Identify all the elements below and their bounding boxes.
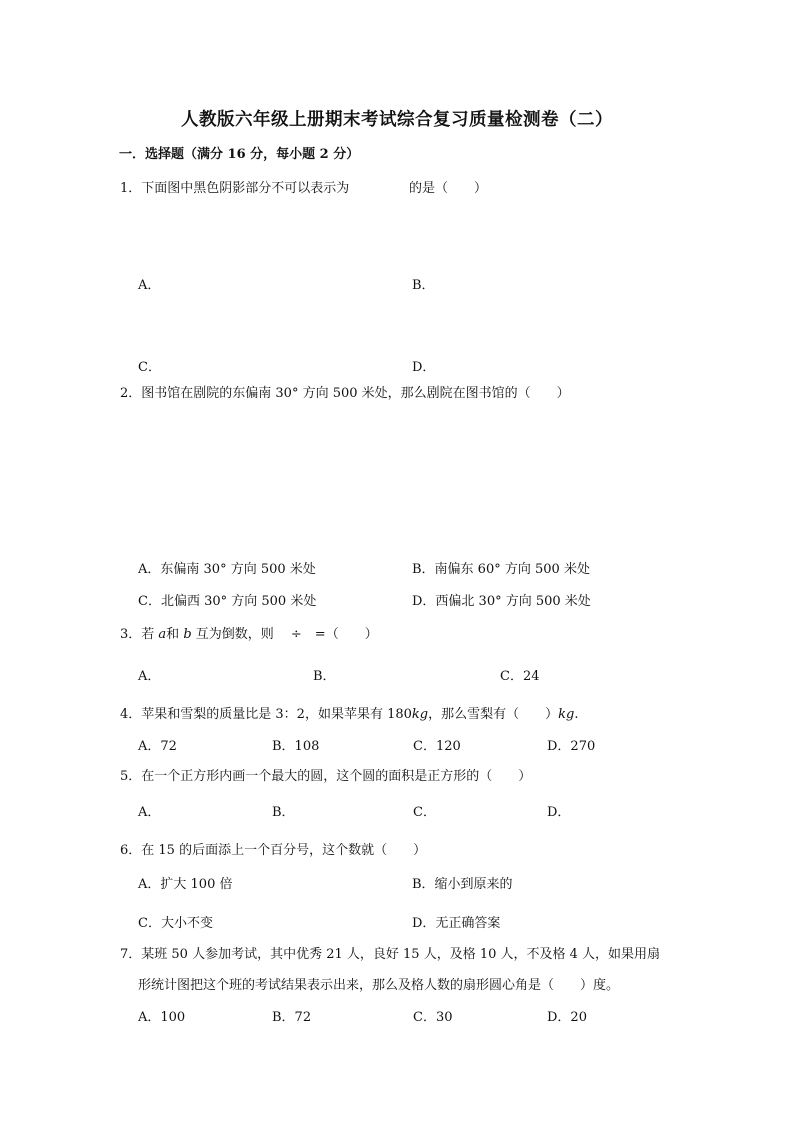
q4-unit-1: kg [411, 707, 429, 722]
section-heading: 一．选择题（满分 16 分，每小题 2 分） [119, 147, 360, 162]
q3-stem-mid: 和 [166, 627, 184, 642]
q3-option-b: B． [313, 669, 336, 684]
q5-option-c: C． [413, 805, 436, 820]
q4-option-c: C．120 [413, 739, 461, 754]
q4-option-a: A．72 [138, 739, 177, 754]
q3-stem-pre: 3．若 [120, 627, 159, 642]
q3-option-c: C．24 [500, 669, 540, 684]
q2-option-c: C．北偏西 30° 方向 500 米处 [138, 594, 317, 609]
q5-option-b: B． [272, 805, 295, 820]
q4-option-b: B．108 [272, 739, 320, 754]
q3-var-b: b [183, 627, 192, 642]
q3-stem-post: 互为倒数，则 ÷ =（ ） [191, 627, 378, 642]
q6-option-a: A．扩大 100 倍 [138, 877, 233, 892]
q3-var-a: a [158, 627, 167, 642]
q4-stem [120, 707, 578, 723]
q1-option-a: A． [138, 278, 161, 293]
q4-stem-pre: 4．苹果和雪梨的质量比是 3：2，如果苹果有 180 [120, 707, 412, 722]
q1-stem-part2: 的是（ ） [409, 181, 488, 196]
q4-option-d: D．270 [547, 739, 596, 754]
page-title: 人教版六年级上册期末考试综合复习质量检测卷（二） [181, 110, 613, 130]
q5-stem: 5．在一个正方形内画一个最大的圆，这个圆的面积是正方形的（ ） [120, 769, 532, 784]
q5-option-a: A． [138, 805, 161, 820]
q1-option-c: C． [138, 360, 161, 375]
q4-stem-mid: ，那么雪梨有（ ） [428, 707, 559, 722]
q6-stem: 6．在 15 的后面添上一个百分号，这个数就（ ） [120, 843, 427, 858]
q6-option-c: C．大小不变 [138, 916, 213, 931]
q4-stem-end: . [574, 707, 579, 722]
q1-option-b: B． [412, 278, 435, 293]
q5-option-d: D． [547, 805, 571, 820]
q6-option-b: B．缩小到原来的 [412, 877, 513, 892]
q1-stem-part1: 1．下面图中黑色阴影部分不可以表示为 [120, 181, 350, 196]
q3-option-a: A． [138, 669, 161, 684]
q2-option-a: A．东偏南 30° 方向 500 米处 [138, 562, 316, 577]
q7-stem-line1: 7．某班 50 人参加考试，其中优秀 21 人，良好 15 人，及格 10 人，不及格 4 人，如果用扇 [120, 947, 661, 962]
q7-option-c: C．30 [413, 1010, 453, 1025]
q7-option-d: D．20 [547, 1010, 587, 1025]
q2-option-b: B．南偏东 60° 方向 500 米处 [412, 562, 590, 577]
q2-stem: 2．图书馆在剧院的东偏南 30° 方向 500 米处，那么剧院在图书馆的（ ） [120, 386, 570, 401]
q7-stem-line2: 形统计图把这个班的考试结果表示出来，那么及格人数的扇形圆心角是（ ）度。 [138, 978, 620, 993]
q7-option-a: A．100 [138, 1010, 186, 1025]
q4-unit-2: kg [558, 707, 575, 722]
q7-option-b: B．72 [272, 1010, 312, 1025]
q2-option-d: D．西偏北 30° 方向 500 米处 [412, 594, 591, 609]
q6-option-d: D．无正确答案 [412, 916, 501, 931]
q1-option-d: D． [412, 360, 436, 375]
q3-stem [120, 627, 378, 643]
